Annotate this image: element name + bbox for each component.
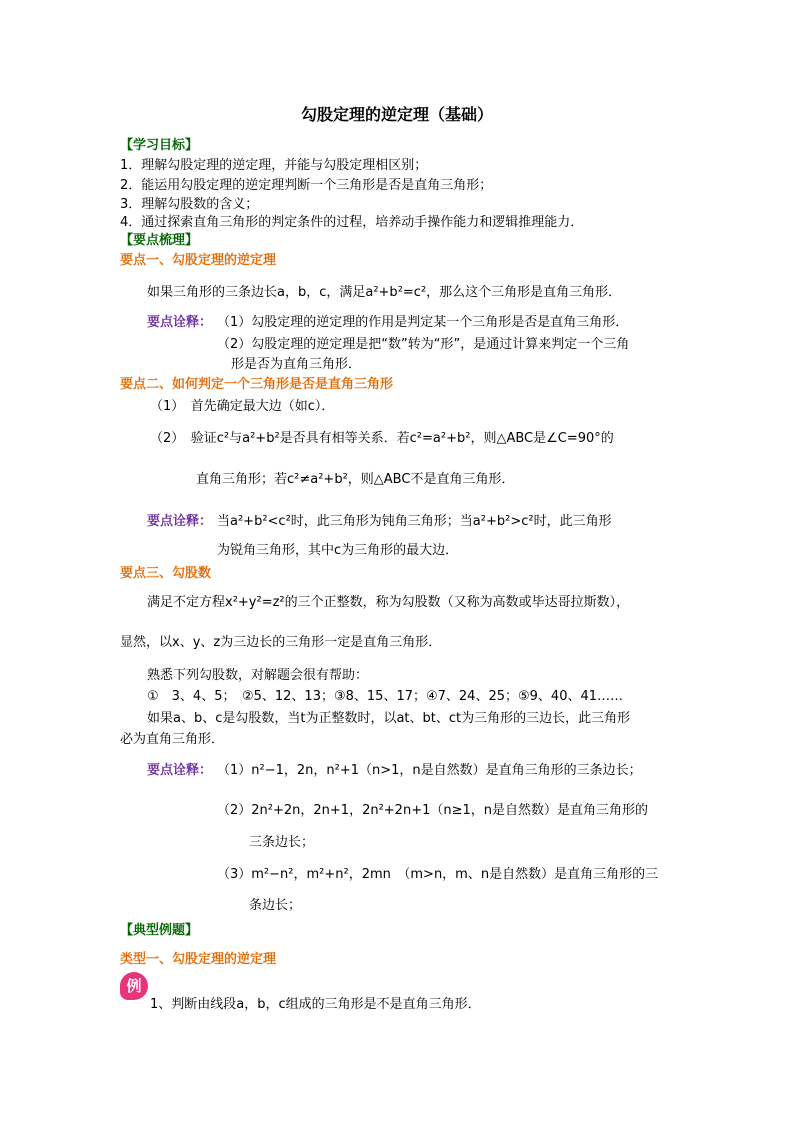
type1-heading: 类型一、勾股定理的逆定理 — [120, 952, 277, 967]
goal-item: 3．理解勾股数的含义； — [120, 197, 259, 212]
section-key-points: 【要点梳理】 — [120, 233, 199, 248]
point2-step1: （1） 首先确定最大边（如c）． — [150, 399, 335, 414]
example-badge: 例 — [120, 972, 148, 1000]
point3-familiar: 熟悉下列勾股数，对解题会很有帮助： — [147, 668, 369, 683]
point2-step2: （2） 验证c²与a²+b²是否具有相等关系．若c²=a²+b²，则△ABC是∠C=90°的 — [150, 431, 614, 446]
point3-heading: 要点三、勾股数 — [120, 566, 212, 581]
point3-formula3: （3）m²−n²，m²+n²，2mn （m>n，m、n是自然数）是直角三角形的三 — [217, 867, 659, 882]
point2-note-cont: 为锐角三角形，其中c为三角形的最大边． — [217, 543, 459, 558]
section-learning-goals: 【学习目标】 — [120, 138, 199, 153]
point3-definition: 满足不定方程x²+y²=z²的三个正整数，称为勾股数（又称为高数或毕达哥拉斯数）， — [147, 595, 630, 610]
point2-note: 当a²+b²<c²时，此三角形为钝角三角形；当a²+b²>c²时，此三角形 — [217, 514, 612, 529]
point3-formula2: （2）2n²+2n，2n+1，2n²+2n+1（n≥1，n是自然数）是直角三角形的 — [217, 803, 648, 818]
example1-question: 1、判断由线段a，b，c组成的三角形是不是直角三角形． — [150, 997, 481, 1012]
point1-note-label: 要点诠释： — [147, 315, 213, 330]
point2-step2-cont: 直角三角形；若c²≠a²+b²，则△ABC不是直角三角形． — [196, 472, 515, 487]
point1-heading: 要点一、勾股定理的逆定理 — [120, 253, 277, 268]
point3-scaling-cont: 必为直角三角形． — [120, 732, 225, 747]
page-title: 勾股定理的逆定理（基础） — [300, 105, 493, 124]
goal-item: 1．理解勾股定理的逆定理，并能与勾股定理相区别； — [120, 158, 428, 173]
point1-note2: （2）勾股定理的逆定理是把“数”转为“形”，是通过计算来判定一个三角 — [217, 337, 630, 352]
point2-heading: 要点二、如何判定一个三角形是否是直角三角形 — [120, 377, 394, 392]
point3-formula2-cont: 三条边长； — [249, 835, 315, 850]
point1-note2-cont: 形是否为直角三角形． — [231, 357, 362, 372]
goal-item: 4．通过探索直角三角形的判定条件的过程，培养动手操作能力和逻辑推理能力． — [120, 215, 584, 230]
goal-item: 2．能运用勾股定理的逆定理判断一个三角形是否是直角三角形； — [120, 178, 493, 193]
point3-note-label: 要点诠释： — [147, 763, 213, 778]
point3-pythagorean-list: ① 3、4、5； ②5、12、13；③8、15、17；④7、24、25；⑤9、40、41…… — [147, 689, 624, 704]
point3-formula1: （1）n²−1，2n，n²+1（n>1，n是自然数）是直角三角形的三条边长； — [217, 763, 642, 778]
point3-formula3-cont: 条边长； — [249, 898, 302, 913]
point2-note-label: 要点诠释： — [147, 514, 213, 529]
point1-body: 如果三角形的三条边长a，b，c，满足a²+b²=c²，那么这个三角形是直角三角形． — [147, 285, 622, 300]
point3-scaling: 如果a、b、c是勾股数，当t为正整数时，以at、bt、ct为三角形的三边长，此三角形 — [147, 711, 631, 726]
section-examples: 【典型例题】 — [120, 923, 199, 938]
point1-note1: （1）勾股定理的逆定理的作用是判定某一个三角形是否是直角三角形． — [217, 315, 629, 330]
point3-definition-cont: 显然，以x、y、z为三边长的三角形一定是直角三角形． — [120, 635, 442, 650]
